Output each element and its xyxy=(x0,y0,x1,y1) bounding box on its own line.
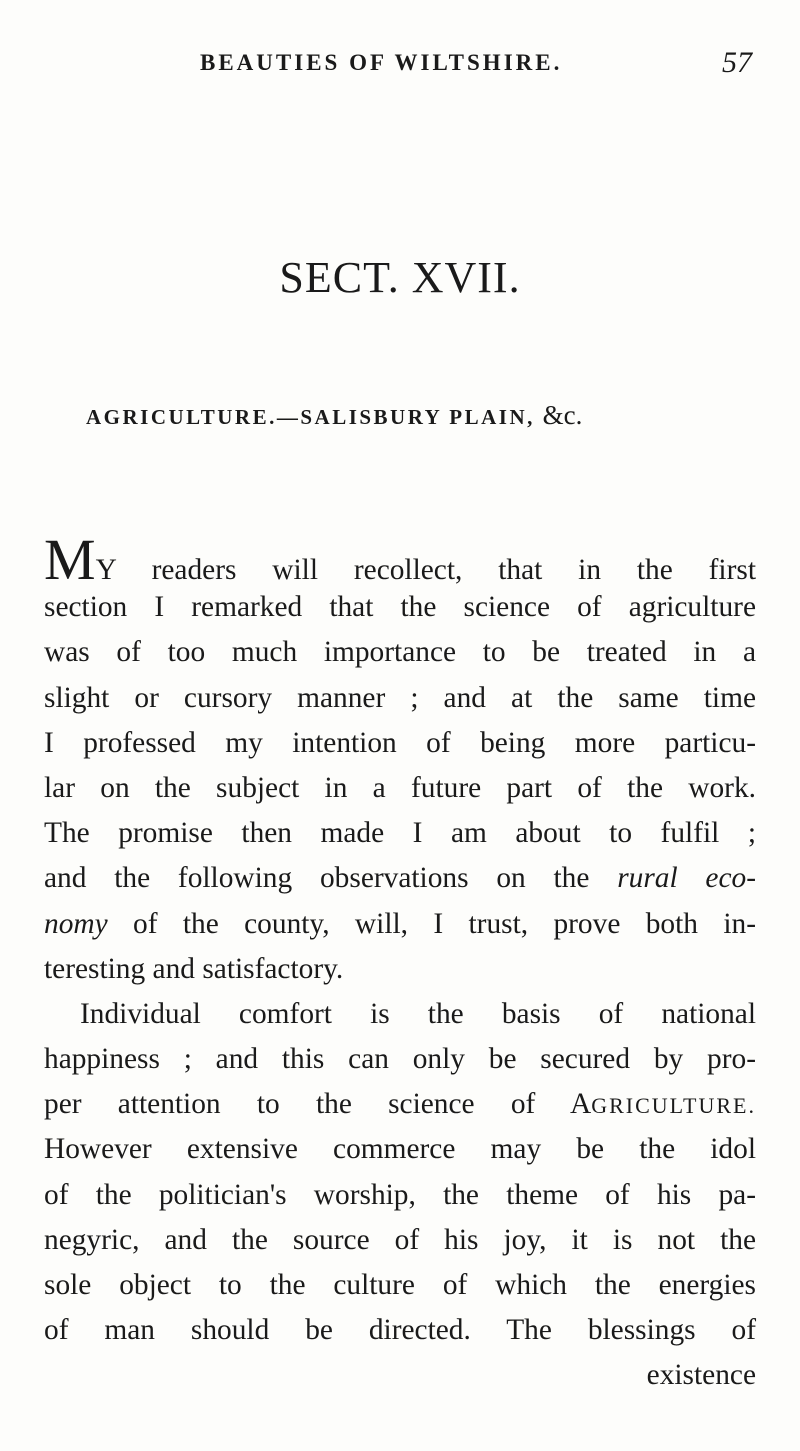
text-line xyxy=(44,902,756,947)
text-line xyxy=(44,527,756,592)
line-text: and the following observations on the xyxy=(44,862,618,895)
text-line: negyric, and the source of his joy, it is not the xyxy=(44,1223,756,1256)
running-title: BEAUTIES OF WILTSHIRE. xyxy=(200,50,563,75)
text-line xyxy=(44,856,756,901)
italic-text: rural eco- xyxy=(617,862,756,895)
text-line: was of too much importance to be treated in a xyxy=(44,636,756,669)
running-head xyxy=(0,46,800,90)
body-text xyxy=(44,527,756,1399)
text-line: of the politician's worship, the theme of his pa- xyxy=(44,1178,756,1211)
text-line: I professed my intention of being more particu- xyxy=(44,726,756,759)
section-subtitle-main: AGRICULTURE.—SALISBURY PLAIN, xyxy=(86,405,535,429)
text-line: section I remarked that the science of agriculture xyxy=(44,591,756,624)
text-line: Individual comfort is the basis of national xyxy=(80,997,756,1030)
line-text: Y readers will recollect, that in the first xyxy=(95,554,756,586)
section-subtitle xyxy=(86,400,582,431)
text-line: sole object to the culture of which the energies xyxy=(44,1269,756,1301)
text-line xyxy=(44,1082,756,1127)
text-line: happiness ; and this can only be secured by pro- xyxy=(44,1043,756,1076)
text-line: However extensive commerce may be the idol xyxy=(44,1133,756,1166)
text-line: The promise then made I am about to fulfil ; xyxy=(44,817,756,850)
text-line: of man should be directed. The blessings of xyxy=(44,1314,756,1347)
page-number: 57 xyxy=(722,46,752,79)
text-line: teresting and satisfactory. xyxy=(44,952,344,985)
text-line: lar on the subject in a future part of the work. xyxy=(44,771,756,804)
drop-cap: M xyxy=(44,527,96,592)
section-subtitle-etc: &c. xyxy=(542,400,583,430)
section-title: SECT. XVII. xyxy=(279,253,521,302)
small-caps-text: GRICULTURE. xyxy=(591,1093,756,1119)
text-line: slight or cursory manner ; and at the same time xyxy=(44,681,756,714)
line-text: per attention to the science of xyxy=(44,1088,570,1121)
catchword: existence xyxy=(646,1359,756,1392)
line-text: of the county, will, I trust, prove both in- xyxy=(107,907,756,940)
small-caps-cap: A xyxy=(569,1088,592,1121)
italic-text: nomy xyxy=(44,907,108,940)
